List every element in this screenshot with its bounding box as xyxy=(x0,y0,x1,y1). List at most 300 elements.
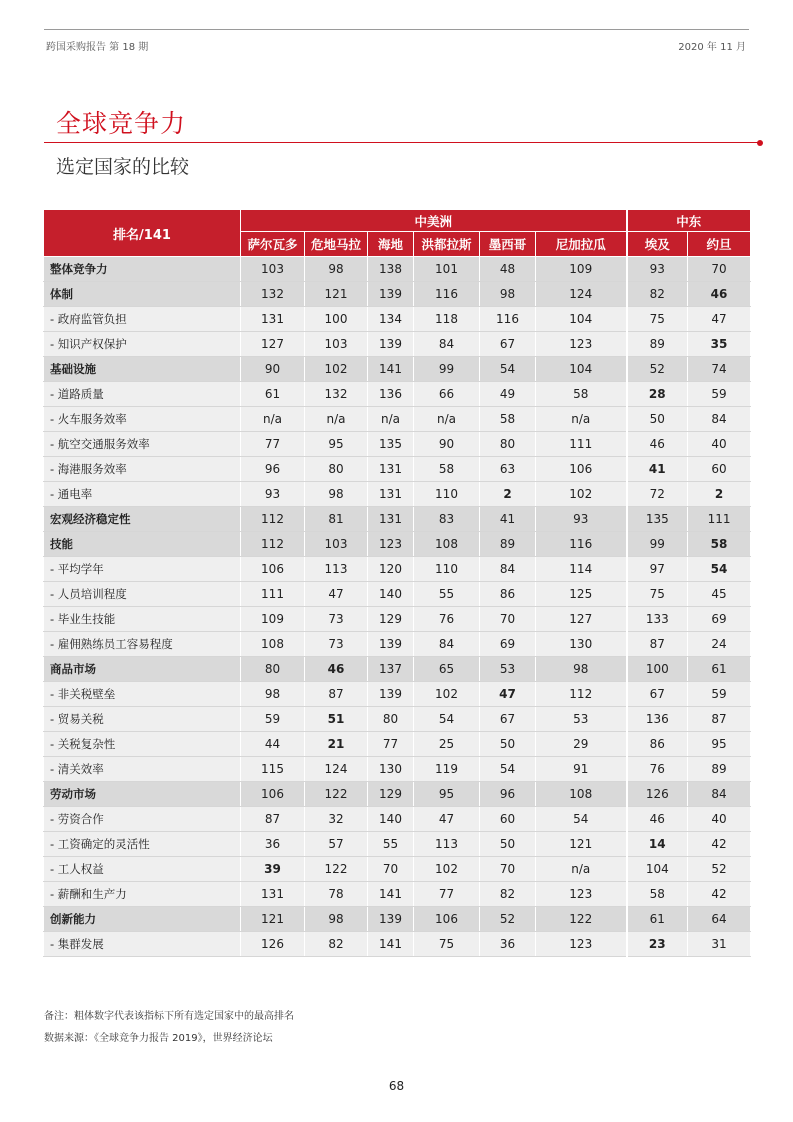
rank-cell: 52 xyxy=(688,857,751,882)
rank-cell: 126 xyxy=(241,932,305,957)
rank-cell: 110 xyxy=(414,482,480,507)
rank-cell: 93 xyxy=(627,257,688,282)
rank-cell: 124 xyxy=(536,282,627,307)
table-row xyxy=(44,932,751,957)
rank-cell: 100 xyxy=(305,307,368,332)
country-header: 海地 xyxy=(368,232,414,257)
rank-cell: 53 xyxy=(536,707,627,732)
row-label: - 航空交通服务效率 xyxy=(44,432,241,457)
rank-cell: 50 xyxy=(480,732,536,757)
rank-cell: 54 xyxy=(536,807,627,832)
rank-cell: 47 xyxy=(480,682,536,707)
rank-cell: 61 xyxy=(688,657,751,682)
rank-cell: 80 xyxy=(241,657,305,682)
rank-cell: 108 xyxy=(536,782,627,807)
rank-cell: 139 xyxy=(368,332,414,357)
rank-cell: 103 xyxy=(305,332,368,357)
rank-cell: 55 xyxy=(368,832,414,857)
rank-cell: 135 xyxy=(368,432,414,457)
rank-cell: 84 xyxy=(414,332,480,357)
rank-cell: 116 xyxy=(414,282,480,307)
table-row xyxy=(44,557,751,582)
table-row xyxy=(44,532,751,557)
rank-cell: 39 xyxy=(241,857,305,882)
rank-cell: 28 xyxy=(627,382,688,407)
rank-cell: 61 xyxy=(627,907,688,932)
rank-cell: 81 xyxy=(305,507,368,532)
rank-cell: 106 xyxy=(241,782,305,807)
table-row xyxy=(44,307,751,332)
rank-cell: 99 xyxy=(627,532,688,557)
rank-cell: 70 xyxy=(480,857,536,882)
rank-cell: n/a xyxy=(536,407,627,432)
report-date: 2020 年 11 月 xyxy=(678,42,746,53)
row-label: - 非关税壁垒 xyxy=(44,682,241,707)
rank-cell: 141 xyxy=(368,357,414,382)
rank-cell: 108 xyxy=(241,632,305,657)
rank-cell: 106 xyxy=(414,907,480,932)
row-label: - 清关效率 xyxy=(44,757,241,782)
rank-cell: 75 xyxy=(627,307,688,332)
rank-cell: 130 xyxy=(536,632,627,657)
rank-cell: 73 xyxy=(305,632,368,657)
row-label: 整体竞争力 xyxy=(44,257,241,282)
row-label: 技能 xyxy=(44,532,241,557)
rank-cell: 80 xyxy=(480,432,536,457)
rank-cell: 104 xyxy=(627,857,688,882)
rank-cell: 64 xyxy=(688,907,751,932)
rank-cell: 139 xyxy=(368,282,414,307)
rank-cell: 127 xyxy=(241,332,305,357)
rank-cell: 129 xyxy=(368,782,414,807)
rank-cell: 102 xyxy=(536,482,627,507)
rank-cell: 112 xyxy=(241,507,305,532)
rank-cell: 111 xyxy=(241,582,305,607)
rank-cell: 121 xyxy=(241,907,305,932)
rank-cell: 127 xyxy=(536,607,627,632)
rank-cell: 102 xyxy=(414,682,480,707)
rank-cell: 58 xyxy=(414,457,480,482)
rank-cell: 2 xyxy=(688,482,751,507)
rank-cell: 97 xyxy=(627,557,688,582)
table-row xyxy=(44,857,751,882)
table-row xyxy=(44,707,751,732)
rank-cell: 87 xyxy=(688,707,751,732)
row-label: 体制 xyxy=(44,282,241,307)
row-label: - 人员培训程度 xyxy=(44,582,241,607)
group-header-middle-east: 中东 xyxy=(627,210,751,232)
rank-cell: 90 xyxy=(241,357,305,382)
rank-cell: 131 xyxy=(241,307,305,332)
rank-cell: 87 xyxy=(241,807,305,832)
rank-cell: 91 xyxy=(536,757,627,782)
rank-cell: 54 xyxy=(414,707,480,732)
row-label: - 薪酬和生产力 xyxy=(44,882,241,907)
rank-cell: 139 xyxy=(368,632,414,657)
rank-cell: 123 xyxy=(536,932,627,957)
rank-cell: 75 xyxy=(414,932,480,957)
group-header-central-america: 中美洲 xyxy=(241,210,627,232)
header-rule xyxy=(44,29,749,30)
rank-cell: n/a xyxy=(414,407,480,432)
rank-cell: 54 xyxy=(480,757,536,782)
rank-cell: 72 xyxy=(627,482,688,507)
row-label: - 关税复杂性 xyxy=(44,732,241,757)
table-row xyxy=(44,907,751,932)
rank-cell: 65 xyxy=(414,657,480,682)
data-source: 数据来源：《全球竞争力报告 2019》，世界经济论坛 xyxy=(44,1033,273,1044)
rank-cell: 50 xyxy=(627,407,688,432)
rank-cell: 106 xyxy=(241,557,305,582)
rank-cell: 67 xyxy=(627,682,688,707)
rank-cell: 47 xyxy=(414,807,480,832)
rank-cell: n/a xyxy=(368,407,414,432)
rank-cell: 60 xyxy=(688,457,751,482)
row-label: 商品市场 xyxy=(44,657,241,682)
rank-cell: 76 xyxy=(627,757,688,782)
row-label: - 贸易关税 xyxy=(44,707,241,732)
rank-cell: 24 xyxy=(688,632,751,657)
rank-cell: 59 xyxy=(688,382,751,407)
rank-cell: 69 xyxy=(688,607,751,632)
rank-cell: 116 xyxy=(536,532,627,557)
rank-cell: 32 xyxy=(305,807,368,832)
country-header: 埃及 xyxy=(627,232,688,257)
rank-cell: 96 xyxy=(241,457,305,482)
rank-cell: 121 xyxy=(536,832,627,857)
rank-cell: 46 xyxy=(688,282,751,307)
table-row xyxy=(44,357,751,382)
table-row xyxy=(44,482,751,507)
rank-cell: 141 xyxy=(368,882,414,907)
rank-cell: 123 xyxy=(536,882,627,907)
row-label: 基础设施 xyxy=(44,357,241,382)
row-label: 劳动市场 xyxy=(44,782,241,807)
rank-cell: 61 xyxy=(241,382,305,407)
rank-cell: 75 xyxy=(627,582,688,607)
rank-cell: 140 xyxy=(368,807,414,832)
page-number: 68 xyxy=(388,1079,405,1093)
rank-cell: 59 xyxy=(688,682,751,707)
row-label: - 劳资合作 xyxy=(44,807,241,832)
competitiveness-table xyxy=(43,209,751,957)
rank-cell: 58 xyxy=(536,382,627,407)
rank-cell: 84 xyxy=(414,632,480,657)
rank-cell: 55 xyxy=(414,582,480,607)
row-label: - 工人权益 xyxy=(44,857,241,882)
rank-cell: 35 xyxy=(688,332,751,357)
table-row xyxy=(44,732,751,757)
rank-cell: 42 xyxy=(688,832,751,857)
rank-cell: 89 xyxy=(480,532,536,557)
rank-cell: 54 xyxy=(480,357,536,382)
rank-cell: 101 xyxy=(414,257,480,282)
row-label: 宏观经济稳定性 xyxy=(44,507,241,532)
rank-cell: 63 xyxy=(480,457,536,482)
table-row xyxy=(44,332,751,357)
rank-cell: 50 xyxy=(480,832,536,857)
rank-cell: 98 xyxy=(480,282,536,307)
rank-cell: 136 xyxy=(368,382,414,407)
rank-cell: 135 xyxy=(627,507,688,532)
rank-cell: 40 xyxy=(688,807,751,832)
rank-cell: 58 xyxy=(480,407,536,432)
table-row xyxy=(44,782,751,807)
rank-cell: 67 xyxy=(480,332,536,357)
row-label: - 工资确定的灵活性 xyxy=(44,832,241,857)
rank-cell: 121 xyxy=(305,282,368,307)
table-body xyxy=(44,257,751,957)
rank-cell: 84 xyxy=(688,782,751,807)
table-row xyxy=(44,432,751,457)
row-label: - 通电率 xyxy=(44,482,241,507)
rank-cell: 90 xyxy=(414,432,480,457)
rank-cell: 78 xyxy=(305,882,368,907)
rank-cell: 108 xyxy=(414,532,480,557)
rank-cell: 80 xyxy=(368,707,414,732)
rank-cell: 109 xyxy=(536,257,627,282)
rank-cell: 83 xyxy=(414,507,480,532)
rank-cell: 93 xyxy=(241,482,305,507)
rank-cell: 87 xyxy=(627,632,688,657)
rank-cell: 136 xyxy=(627,707,688,732)
rank-cell: 47 xyxy=(305,582,368,607)
country-header: 洪都拉斯 xyxy=(414,232,480,257)
rank-cell: 36 xyxy=(480,932,536,957)
rank-cell: 103 xyxy=(305,532,368,557)
row-label: - 毕业生技能 xyxy=(44,607,241,632)
rank-cell: 131 xyxy=(241,882,305,907)
rank-cell: 66 xyxy=(414,382,480,407)
rank-cell: 42 xyxy=(688,882,751,907)
rank-cell: 25 xyxy=(414,732,480,757)
page-title: 全球竞争力 xyxy=(56,109,187,138)
rank-cell: 116 xyxy=(480,307,536,332)
rank-cell: 48 xyxy=(480,257,536,282)
rank-cell: 23 xyxy=(627,932,688,957)
table-row xyxy=(44,832,751,857)
rank-cell: 45 xyxy=(688,582,751,607)
rank-cell: n/a xyxy=(305,407,368,432)
rank-cell: 76 xyxy=(414,607,480,632)
rank-cell: 84 xyxy=(480,557,536,582)
row-label: - 道路质量 xyxy=(44,382,241,407)
rank-cell: 70 xyxy=(688,257,751,282)
rank-cell: 104 xyxy=(536,307,627,332)
row-label: - 知识产权保护 xyxy=(44,332,241,357)
country-header: 萨尔瓦多 xyxy=(241,232,305,257)
rank-cell: 132 xyxy=(241,282,305,307)
row-label: - 集群发展 xyxy=(44,932,241,957)
country-header: 约旦 xyxy=(688,232,751,257)
rank-cell: 137 xyxy=(368,657,414,682)
table-row xyxy=(44,657,751,682)
rank-cell: 53 xyxy=(480,657,536,682)
rank-cell: 98 xyxy=(305,907,368,932)
rank-cell: 123 xyxy=(368,532,414,557)
rank-cell: 115 xyxy=(241,757,305,782)
rank-cell: 111 xyxy=(688,507,751,532)
rank-cell: 41 xyxy=(480,507,536,532)
rank-header: 排名/141 xyxy=(44,210,241,257)
table-row xyxy=(44,382,751,407)
rank-cell: 89 xyxy=(688,757,751,782)
rank-cell: 47 xyxy=(688,307,751,332)
rank-cell: 49 xyxy=(480,382,536,407)
report-issue: 跨国采购报告 第 18 期 xyxy=(46,42,149,53)
rank-cell: 113 xyxy=(305,557,368,582)
rank-cell: 138 xyxy=(368,257,414,282)
rank-cell: 104 xyxy=(536,357,627,382)
rank-cell: 139 xyxy=(368,907,414,932)
rank-cell: 44 xyxy=(241,732,305,757)
rank-cell: 95 xyxy=(414,782,480,807)
rank-cell: 122 xyxy=(305,782,368,807)
table-row xyxy=(44,257,751,282)
table-row xyxy=(44,682,751,707)
rank-cell: 123 xyxy=(536,332,627,357)
title-rule xyxy=(44,142,760,143)
rank-cell: 139 xyxy=(368,682,414,707)
table-row xyxy=(44,882,751,907)
rank-cell: 31 xyxy=(688,932,751,957)
rank-cell: 77 xyxy=(241,432,305,457)
rank-cell: 95 xyxy=(688,732,751,757)
rank-cell: 131 xyxy=(368,457,414,482)
rank-cell: 118 xyxy=(414,307,480,332)
rank-cell: 41 xyxy=(627,457,688,482)
rank-cell: 60 xyxy=(480,807,536,832)
rank-cell: 102 xyxy=(305,357,368,382)
rank-cell: 126 xyxy=(627,782,688,807)
table-row xyxy=(44,507,751,532)
rank-cell: 58 xyxy=(688,532,751,557)
title-rule-dot xyxy=(757,140,763,146)
rank-cell: 57 xyxy=(305,832,368,857)
rank-cell: 52 xyxy=(480,907,536,932)
rank-cell: 69 xyxy=(480,632,536,657)
rank-cell: 131 xyxy=(368,507,414,532)
rank-cell: n/a xyxy=(536,857,627,882)
rank-cell: 98 xyxy=(241,682,305,707)
row-label: - 火车服务效率 xyxy=(44,407,241,432)
table-row xyxy=(44,407,751,432)
rank-cell: 130 xyxy=(368,757,414,782)
rank-cell: 132 xyxy=(305,382,368,407)
rank-cell: 114 xyxy=(536,557,627,582)
rank-cell: 131 xyxy=(368,482,414,507)
country-header: 尼加拉瓜 xyxy=(536,232,627,257)
country-header: 墨西哥 xyxy=(480,232,536,257)
rank-cell: 125 xyxy=(536,582,627,607)
rank-cell: 82 xyxy=(627,282,688,307)
rank-cell: 2 xyxy=(480,482,536,507)
rank-cell: 82 xyxy=(480,882,536,907)
rank-cell: 40 xyxy=(688,432,751,457)
row-label: - 海港服务效率 xyxy=(44,457,241,482)
rank-cell: 74 xyxy=(688,357,751,382)
rank-cell: 86 xyxy=(480,582,536,607)
rank-cell: 52 xyxy=(627,357,688,382)
rank-cell: 46 xyxy=(305,657,368,682)
rank-cell: 98 xyxy=(305,257,368,282)
rank-cell: 51 xyxy=(305,707,368,732)
table-row xyxy=(44,607,751,632)
rank-cell: 110 xyxy=(414,557,480,582)
rank-cell: 98 xyxy=(305,482,368,507)
row-label: - 雇佣熟练员工容易程度 xyxy=(44,632,241,657)
rank-cell: 96 xyxy=(480,782,536,807)
rank-cell: 73 xyxy=(305,607,368,632)
rank-cell: 102 xyxy=(414,857,480,882)
rank-cell: 124 xyxy=(305,757,368,782)
rank-cell: 54 xyxy=(688,557,751,582)
row-label: 创新能力 xyxy=(44,907,241,932)
rank-cell: 77 xyxy=(368,732,414,757)
rank-cell: 98 xyxy=(536,657,627,682)
rank-cell: 93 xyxy=(536,507,627,532)
rank-cell: 140 xyxy=(368,582,414,607)
rank-cell: 70 xyxy=(480,607,536,632)
rank-cell: 111 xyxy=(536,432,627,457)
rank-cell: 95 xyxy=(305,432,368,457)
rank-cell: 100 xyxy=(627,657,688,682)
rank-cell: 82 xyxy=(305,932,368,957)
rank-cell: 46 xyxy=(627,432,688,457)
table-row xyxy=(44,757,751,782)
rank-cell: 70 xyxy=(368,857,414,882)
rank-cell: 141 xyxy=(368,932,414,957)
rank-cell: 89 xyxy=(627,332,688,357)
row-label: - 平均学年 xyxy=(44,557,241,582)
table-row xyxy=(44,457,751,482)
rank-cell: 109 xyxy=(241,607,305,632)
rank-cell: 29 xyxy=(536,732,627,757)
rank-cell: 67 xyxy=(480,707,536,732)
rank-cell: 86 xyxy=(627,732,688,757)
rank-cell: 99 xyxy=(414,357,480,382)
rank-cell: 84 xyxy=(688,407,751,432)
rank-cell: 133 xyxy=(627,607,688,632)
rank-cell: 87 xyxy=(305,682,368,707)
rank-cell: 80 xyxy=(305,457,368,482)
country-header: 危地马拉 xyxy=(305,232,368,257)
rank-cell: 106 xyxy=(536,457,627,482)
table-row xyxy=(44,282,751,307)
footnote: 备注：粗体数字代表该指标下所有选定国家中的最高排名 xyxy=(44,1011,294,1022)
rank-cell: 21 xyxy=(305,732,368,757)
table-row xyxy=(44,632,751,657)
table-row xyxy=(44,807,751,832)
rank-cell: 122 xyxy=(536,907,627,932)
rank-cell: 103 xyxy=(241,257,305,282)
rank-cell: 112 xyxy=(536,682,627,707)
rank-cell: n/a xyxy=(241,407,305,432)
rank-cell: 129 xyxy=(368,607,414,632)
table-row xyxy=(44,582,751,607)
rank-cell: 77 xyxy=(414,882,480,907)
rank-cell: 59 xyxy=(241,707,305,732)
rank-cell: 113 xyxy=(414,832,480,857)
page-subtitle: 选定国家的比较 xyxy=(56,156,190,178)
rank-cell: 58 xyxy=(627,882,688,907)
rank-cell: 134 xyxy=(368,307,414,332)
rank-cell: 120 xyxy=(368,557,414,582)
rank-cell: 14 xyxy=(627,832,688,857)
rank-cell: 122 xyxy=(305,857,368,882)
rank-cell: 46 xyxy=(627,807,688,832)
rank-cell: 36 xyxy=(241,832,305,857)
